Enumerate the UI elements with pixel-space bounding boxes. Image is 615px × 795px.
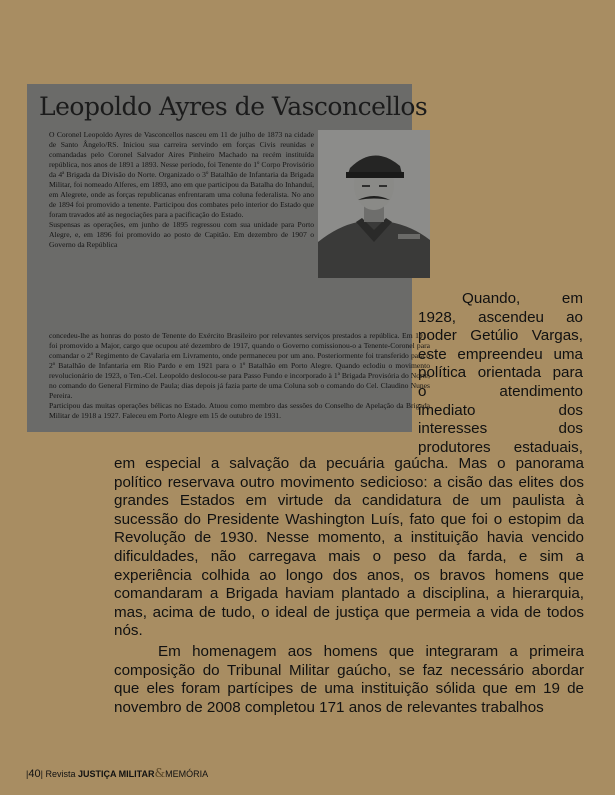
article-line: interesses dos (418, 420, 583, 438)
article-line: este empreendeu uma (418, 345, 583, 363)
ampersand: & (154, 766, 166, 780)
bio-paragraph: concedeu-lhe as honras do posto de Tenente do Exército Brasileiro por relevantes serviços prestados a república. Em 1911 foi promovido a Major, cargo que ocupou até dezembro de 1917, quando o Governo comissionou-o a Tenente-Coronel para comandar o 2º Regimento de Cavalaria em Livramento, onde permaneceu por um ano. Posteriormente foi transferido para o 2º Batalhão de Infantaria em Rio Pardo e em 1921 para o 1º Batalhão em Porto Alegre. Quando eclodiu o movimento revolucionário de 1923, o Ten.-Cel. Leopoldo deslocou-se para Passo Fundo e incorporado à 1ª Brigada Provisória do Norte, no comando do General Firmino de Paula; dias depois já fazia parte de uma Coluna sob o comando do Cel. Claudino Nunes Pereira. (49, 331, 430, 400)
article-right-column (418, 290, 583, 457)
article-line: Quando, em (462, 290, 583, 307)
article-paragraph: Em homenagem aos homens que integraram a primeira composição do Tribunal Militar gaúcho, se faz necessário abordar que eles foram partícipes de uma instituição sólida que em 19 de novembro de 2008 completou 171 anos de relevantes trabalhos (114, 642, 584, 716)
article-line: o atendimento (418, 382, 583, 400)
portrait-photo (318, 130, 430, 278)
article-line: imediato dos (418, 401, 583, 419)
bio-paragraph: Participou das muitas operações bélicas no Estado. Atuou como membro das sessões do Conselho de Apelação da Brigada Militar de 1918 a 1927. Faleceu em Porto Alegre em 15 de outubro de 1931. (49, 401, 430, 420)
article-line: política orientada para (418, 364, 583, 382)
article-line: produtores estaduais, (418, 438, 583, 456)
article-body (114, 455, 584, 717)
article-line: poder Getúlio Vargas, (418, 327, 583, 345)
biography-sidebar (27, 84, 430, 432)
magazine-label: Revista (45, 769, 76, 779)
page-footer: |40| Revista JUSTIÇA MILITAR&MEMÓRIA (26, 766, 209, 780)
biography-text (49, 130, 314, 250)
biography-text-continued (49, 331, 430, 421)
magazine-name: JUSTIÇA MILITAR (77, 769, 155, 779)
bio-paragraph: Suspensas as operações, em junho de 1895 regressou com sua unidade para Porto Alegre, e, em 1896 foi promovido ao posto de Capitão. Em dezembro de 1907 o Governo da República (49, 220, 314, 249)
article-paragraph: em especial a salvação da pecuária gaúcha. Mas o panorama político reservava outro movimento sedicioso: a cisão das elites dos grandes Estados em virtude da candidatura de um paulista à sucessão do Presidente Washington Luís, fato que foi o estopim da Revolução de 1930. Nesse momento, a instituição havia vencido dificuldades, não carregava mais o peso da farda, e sim a experiência colhida ao longo dos anos, os bravos homens que comandaram a Brigada haviam plantado a disciplina, a hierarquia, mas, acima de tudo, o ideal de justiça que permeia a vida de todos nós. (114, 455, 584, 640)
page-number: 40 (28, 768, 41, 780)
magazine-subtitle: MEMÓRIA (165, 769, 209, 779)
article-line: 1928, ascendeu ao (418, 308, 583, 326)
sidebar-title: Leopoldo Ayres de Vasconcellos (39, 92, 428, 121)
bio-paragraph: O Coronel Leopoldo Ayres de Vasconcellos nasceu em 11 de julho de 1873 na cidade de Santo Ângelo/RS. Iniciou sua carreira servindo em forças Civis reunidas e comandadas pelo Coronel Salvador Aires Pinheiro Machado na recém instituída república, nos anos de 1891 a 1893. Nesse período, foi Tenente do 1º Corpo Provisório da 4ª Brigada da Divisão do Norte. Organizado o 3º Batalhão de Infantaria da Brigada Militar, foi nomeado Alferes, em 1893, ano em que participou da Batalha do Inhanduí, em Alegrete, onde as forças republicanas enfrentaram uma coluna federalista. No ano de 1894 foi promovido a tenente. Participou dos combates pelo interior do Estado que foram travados até as negociações para a pacificação do Estado. (49, 130, 314, 219)
